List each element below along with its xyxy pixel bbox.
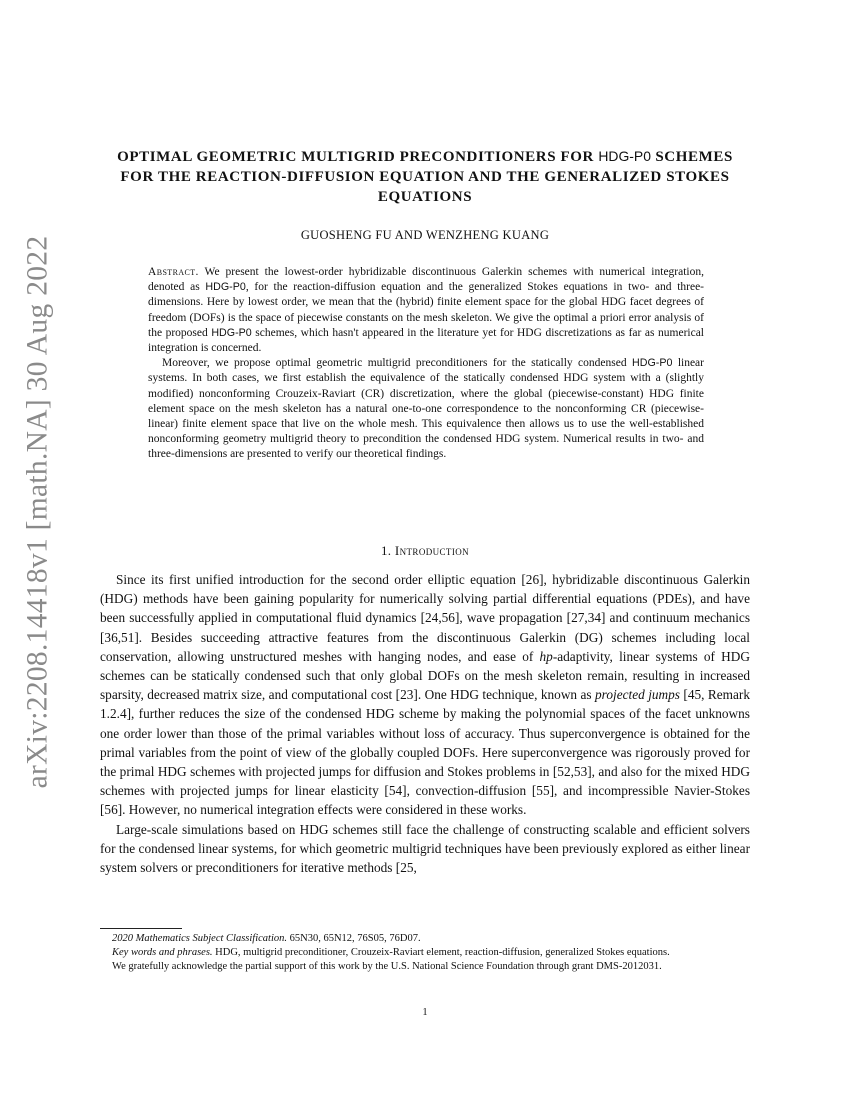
footnote-msc: 2020 Mathematics Subject Classification. 65N30, 65N12, 76S05, 76D07. [112,933,421,944]
body-paragraph-1: Since its first unified introduction for the second order elliptic equation [26], hybridizable discontinuous Galerkin (HDG) methods have been gaining popularity for numerically solving partial differential equations (PDEs), and have been successfully applied in computational fluid dynamics [24,56], wave propagation [27,34] and continuum mechanics [36,51]. Besides succeeding attractive features from the discontinuous Galerkin (DG) schemes including local conservation, allowing unstructured meshes with hanging nodes, and ease of hp-adaptivity, linear systems of HDG schemes can be statically condensed such that only global DOFs on the mesh skeleton remain, resulting in increased sparsity, decreased matrix size, and computational cost [23]. One HDG technique, known as projected jumps [45, Remark 1.2.4], further reduces the size of the condensed HDG scheme by making the polynomial spaces of the facet unknowns one order lower than those of the primal variables without loss of accuracy. Thus superconvergence is obtained for the primal variables from the point of view of the globally coupled DOFs. Here superconvergence was rigorously proved for the primal HDG schemes with projected jumps for diffusion and Stokes problems in [52,53], and also for the mixed HDG schemes with projected jumps for linear elasticity [54], convection-diffusion [55], and incompressible Navier-Stokes [56]. However, no numerical integration effects were considered in these works. [100,572,750,818]
footnote-acknowledgment: We gratefully acknowledge the partial support of this work by the U.S. National Science Foundation through grant DMS-2012031. [112,961,662,972]
abstract [148,265,704,463]
page-number: 1 [422,1007,428,1018]
section-heading-introduction [100,543,750,559]
paper-title [110,146,740,207]
title-part1: OPTIMAL GEOMETRIC MULTIGRID PRECONDITIONERS FOR [117,149,594,165]
footnote-keywords: Key words and phrases. HDG, multigrid preconditioner, Crouzeix-Raviart element, reaction-diffusion, generalized Stokes equations. [112,947,670,958]
hdg-p0-tag: HDG-P0 [205,281,246,294]
section-number: 1. [380,543,392,558]
section-name: Introduction [394,543,470,558]
hdg-p0-tag: HDG-P0 [632,357,673,370]
arxiv-id-text: arXiv:2208.14418v1 [math.NA] 30 Aug 2022 [21,235,54,789]
title-hdg-tag: HDG-P0 [598,148,651,164]
footnote-divider [100,928,182,929]
abstract-paragraph-2: Moreover, we propose optimal geometric multigrid preconditioners for the statically condensed HDG-P0 linear systems. In both cases, we first establish the equivalence of the statically condensed HDG system with a (slightly modified) nonconforming Crouzeix-Raviart (CR) discretization, where the global (piecewise-constant) HDG finite element space on the mesh skeleton has a natural one-to-one correspondence to the nonconforming CR (piecewise-linear) finite element space that live on the whole mesh. This equivalence then allows us to use the well-established nonconforming geometry multigrid theory to precondition the condensed HDG system. Numerical results in two- and three-dimensions are presented to verify our theoretical findings. [148,357,704,461]
arxiv-sidebar-id [6,232,70,792]
authors: GUOSHENG FU AND WENZHENG KUANG [300,228,550,242]
abstract-label: Abstract. [148,266,199,278]
projected-jumps-italic: projected jumps [595,687,680,703]
title-part2: SCHEMES FOR THE REACTION-DIFFUSION EQUATION AND THE GENERALIZED STOKES EQUATIONS [120,149,733,205]
body-paragraph-2: Large-scale simulations based on HDG schemes still face the challenge of constructing scalable and efficient solvers for the condensed linear systems, for which geometric multigrid techniques have been previously explored as either linear system solvers or preconditioners for iterative methods [25, [100,821,750,876]
hdg-p0-tag: HDG-P0 [211,326,252,339]
abstract-paragraph-1: Abstract. We present the lowest-order hybridizable discontinuous Galerkin schemes with numerical integration, denoted as HDG-P0, for the reaction-diffusion equation and the generalized Stokes equations in two- and three-dimensions. Here by lowest order, we mean that the (hybrid) finite element space for the global HDG facet degrees of freedom (DOFs) is the space of piecewise constants on the mesh skeleton. We give the optimal a priori error analysis of the proposed HDG-P0 schemes, which hasn't appeared in the literature yet for HDG discretizations as far as numerical integration is concerned. [148,266,705,355]
hp-italic: hp [539,648,553,664]
footnotes [100,932,750,974]
introduction-body [100,570,750,877]
